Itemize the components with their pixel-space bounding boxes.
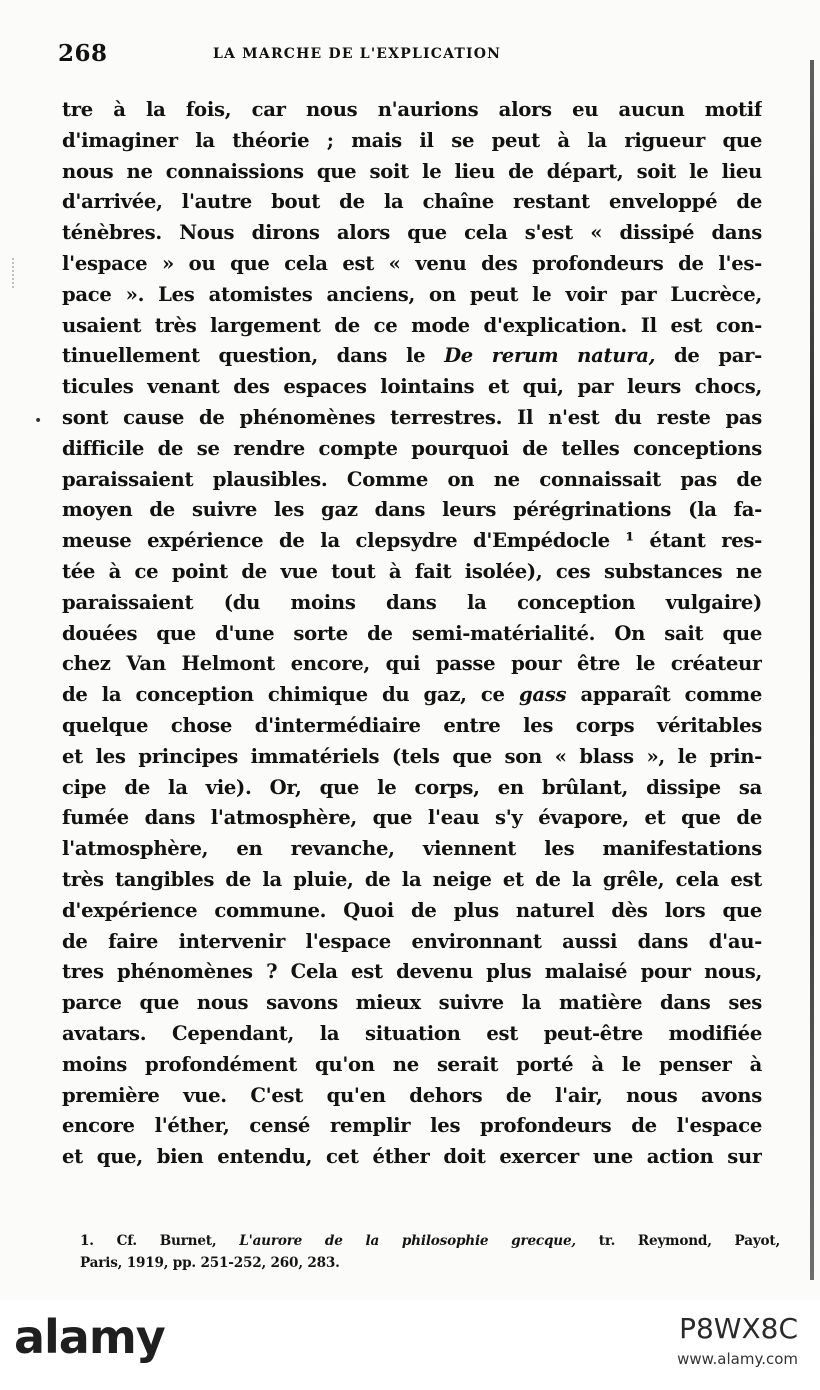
- alamy-logo: alamy: [14, 1310, 165, 1364]
- text-line: cipe de la vie). Or, que le corps, en brûlant, dissipe sa: [62, 775, 762, 799]
- text-line: et les principes immatériels (tels que son « blass », le prin-: [62, 744, 762, 768]
- text-segment: apparaît comme: [580, 683, 762, 707]
- text-line: l'espace » ou que cela est « venu des profondeurs de l'es-: [62, 251, 762, 275]
- text-line: d'arrivée, l'autre bout de la chaîne restant enveloppé de: [62, 190, 762, 214]
- watermark-url: www.alamy.com: [677, 1350, 798, 1368]
- text-line: difficile de se rendre compte pourquoi de telles conceptions: [62, 436, 762, 460]
- footnote-line: Paris, 1919, pp. 251-252, 260, 283.: [80, 1255, 340, 1271]
- text-line: [62, 680, 762, 711]
- page-number: 268: [58, 40, 108, 67]
- text-line: tée à ce point de vue tout à fait isolée), ces substances ne: [62, 559, 762, 583]
- text-line: parce que nous savons mieux suivre la matière dans ses: [62, 991, 762, 1015]
- text-line: pace ». Les atomistes anciens, on peut le voir par Lucrèce,: [62, 282, 762, 306]
- text-line: quelque chose d'intermédiaire entre les corps véritables: [62, 713, 762, 737]
- margin-bullet: •: [34, 413, 43, 429]
- footnote-book-title: L'aurore de la philosophie grecque,: [239, 1233, 576, 1249]
- book-title-italic: De rerum natura,: [444, 344, 656, 368]
- image-id: P8WX8C: [679, 1312, 798, 1345]
- page-edge-blot: [0, 258, 14, 288]
- text-line: ticules venant des espaces lointains et qui, par leurs chocs,: [62, 375, 762, 399]
- text-line: fumée dans l'atmosphère, que l'eau s'y évapore, et que de: [62, 806, 762, 830]
- running-title: LA MARCHE DE L'EXPLICATION: [213, 46, 502, 62]
- watermark-bar: [0, 1300, 820, 1390]
- text-line: moyen de suivre les gaz dans leurs pérégrinations (la fa-: [62, 498, 762, 522]
- text-line: douées que d'une sorte de semi-matérialité. On sait que: [62, 621, 762, 645]
- text-line: et que, bien entendu, cet éther doit exercer une action sur: [62, 1145, 762, 1169]
- footnote-text: tr. Reymond, Payot,: [598, 1233, 780, 1249]
- text-line: moins profondément qu'on ne serait porté à le penser à: [62, 1052, 762, 1076]
- text-line: paraissaient (du moins dans la conception vulgaire): [62, 590, 762, 614]
- text-line: ténèbres. Nous dirons alors que cela s'est « dissipé dans: [62, 221, 762, 245]
- text-segment: de par-: [673, 344, 762, 368]
- text-line: d'expérience commune. Quoi de plus naturel dès lors que: [62, 898, 762, 922]
- text-line: tre à la fois, car nous n'aurions alors eu aucun motif: [62, 98, 762, 121]
- text-line: meuse expérience de la clepsydre d'Empédocle ¹ étant res-: [62, 529, 762, 553]
- text-segment: de la conception chimique du gaz, ce: [62, 683, 505, 707]
- text-line: usaient très largement de ce mode d'explication. Il est con-: [62, 313, 762, 337]
- footnote: [80, 1230, 780, 1274]
- text-line: de faire intervenir l'espace environnant aussi dans d'au-: [62, 929, 762, 953]
- text-line: [62, 341, 762, 372]
- text-line: très tangibles de la pluie, de la neige et de la grêle, cela est: [62, 867, 762, 891]
- text-line: encore l'éther, censé remplir les profondeurs de l'espace: [62, 1114, 762, 1138]
- footnote-text: 1. Cf. Burnet,: [80, 1233, 217, 1249]
- text-line: nous ne connaissions que soit le lieu de départ, soit le lieu: [62, 159, 762, 183]
- text-line: l'atmosphère, en revanche, viennent les manifestations: [62, 837, 762, 861]
- text-line: d'imaginer la théorie ; mais il se peut à la rigueur que: [62, 128, 762, 152]
- text-line: avatars. Cependant, la situation est peut-être modifiée: [62, 1021, 762, 1045]
- footnote-line: [80, 1230, 780, 1252]
- text-line: sont cause de phénomènes terrestres. Il n'est du reste pas: [62, 405, 762, 429]
- text-line: première vue. C'est qu'en dehors de l'air, nous avons: [62, 1083, 762, 1107]
- body-text: [62, 95, 762, 1173]
- text-line: paraissaient plausibles. Comme on ne connaissait pas de: [62, 467, 762, 491]
- text-line: tres phénomènes ? Cela est devenu plus malaisé pour nous,: [62, 960, 762, 984]
- text-segment: tinuellement question, dans le: [62, 344, 426, 368]
- text-line: chez Van Helmont encore, qui passe pour être le créateur: [62, 652, 762, 676]
- term-italic: gass: [518, 683, 567, 707]
